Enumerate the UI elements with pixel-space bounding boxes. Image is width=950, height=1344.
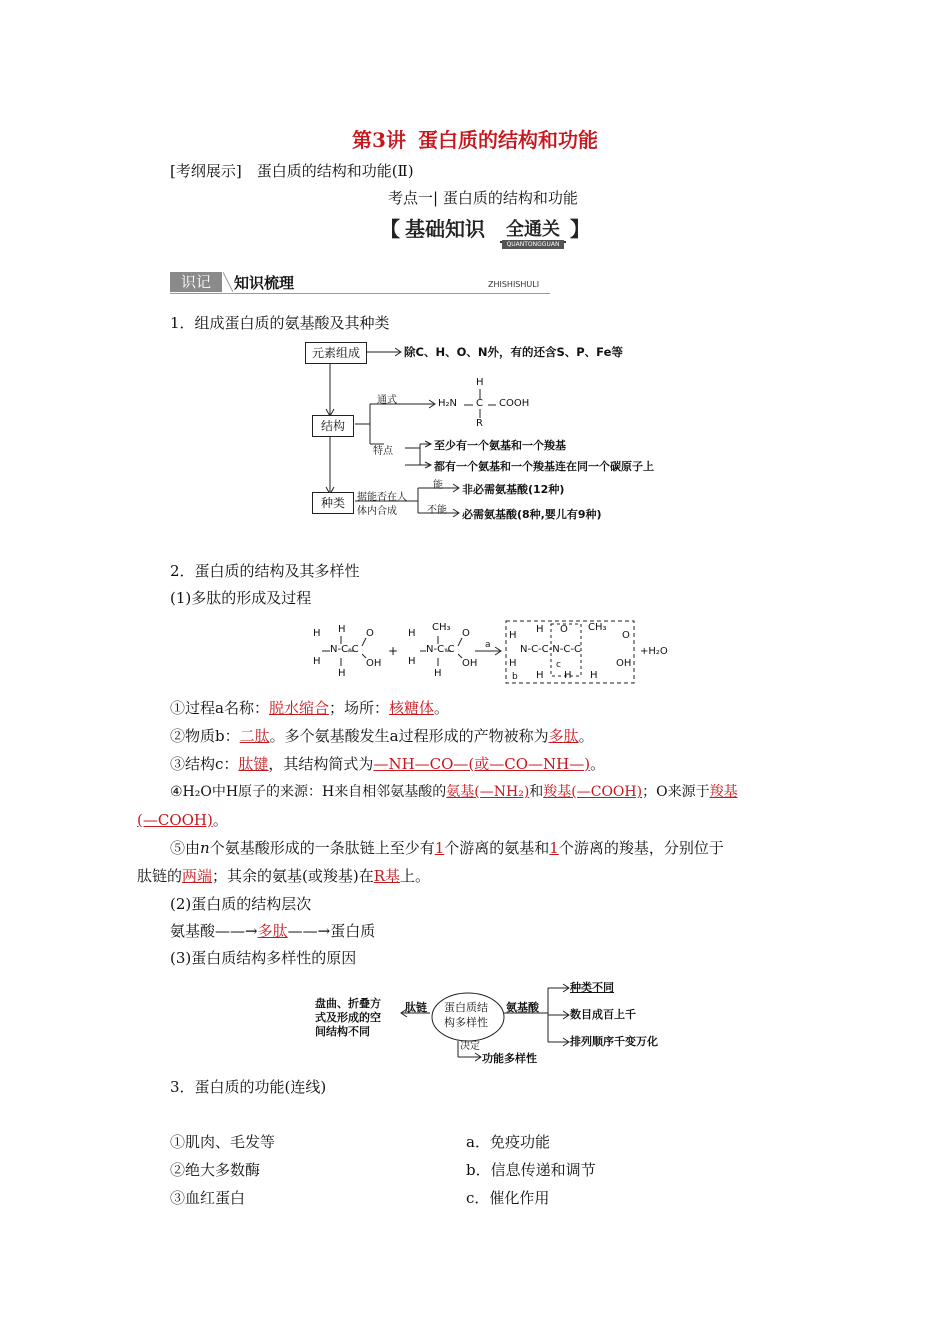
i5-answer4: R基: [373, 867, 401, 885]
item-4: [170, 781, 738, 801]
i3-mid: ，其结构简式为: [268, 755, 374, 773]
r2-oh: OH: [462, 658, 478, 669]
i5-b: 个游离的氨基和: [444, 839, 550, 857]
i2-pre: ②物质b：: [170, 727, 240, 745]
outline-line: [考纲展示] 蛋白质的结构和功能(Ⅱ): [170, 162, 414, 180]
i5-answer3: 两端: [182, 867, 213, 885]
div-function: 功能多样性: [482, 1052, 537, 1065]
level-protein: 蛋白质: [330, 922, 376, 940]
section-underline: [170, 293, 550, 294]
elements-box: 元素组成: [305, 342, 367, 364]
r2-o: O: [462, 628, 470, 639]
p-oh: OH: [616, 658, 632, 669]
r1-h4: H: [338, 668, 346, 679]
i3-end: 。: [590, 755, 606, 773]
level-polypeptide: 多肽: [257, 922, 288, 940]
i4-answer1: 氨基(—NH₂): [446, 784, 530, 800]
div-r3: 排列顺序千变万化: [570, 1035, 658, 1048]
item-3: [170, 753, 605, 774]
r2-h3: H: [434, 668, 442, 679]
i1-pre: ①过程a名称：: [170, 699, 269, 717]
p-chain: N-C-C-N-C-C: [520, 644, 581, 655]
i1-mid: ；场所：: [328, 699, 389, 717]
water: +H₂O: [640, 646, 668, 657]
r2-h1: H: [408, 628, 416, 639]
s3-left-3: ③血红蛋白: [170, 1189, 246, 1207]
i4-answer3b: (—COOH): [137, 811, 213, 829]
p-h2: H: [509, 658, 517, 669]
label-c: c: [556, 660, 561, 670]
p-ch3: CH₃: [588, 622, 607, 633]
banner-sub: QUANTONGGUAN: [502, 240, 564, 249]
i5-answer2: 1: [549, 839, 559, 857]
nonessential: 非必需氨基酸(12种): [462, 483, 565, 496]
r1-h3: H: [338, 624, 346, 635]
s3-right-3: c．催化作用: [466, 1189, 550, 1207]
i5-f: 上。: [400, 867, 431, 885]
diversity-diagram: [310, 975, 690, 1070]
i4-answer2: 羧基(—COOH): [543, 784, 643, 800]
general-label: 通式: [377, 395, 397, 406]
level-arrow-2: ——→: [287, 922, 331, 940]
s3-right-1: a．免疫功能: [466, 1133, 550, 1151]
i5-c: 个游离的羧基，分别位于: [558, 839, 724, 857]
section-bar: [170, 272, 550, 294]
i2-mid: 。多个氨基酸发生a过程形成的产物被称为: [269, 727, 549, 745]
p-h4: H: [536, 670, 544, 681]
i4-end: 。: [212, 811, 228, 829]
item-1: [170, 697, 449, 718]
levels-line: [170, 920, 375, 941]
i4-answer3: 羧基: [709, 784, 738, 800]
essential: 必需氨基酸(8种,婴儿有9种): [462, 508, 602, 521]
r1-h1: H: [313, 628, 321, 639]
item-5-cont: [137, 865, 430, 886]
div-center-1: 蛋白质结: [444, 1001, 488, 1014]
banner-bracket-open: 【: [380, 217, 400, 241]
plus-sign: +: [388, 644, 399, 658]
elements-text: 除C、H、O、N外，有的还含S、P、Fe等: [404, 345, 623, 359]
lecture-name: 蛋白质的结构和功能: [417, 128, 598, 152]
div-aa: 氨基酸: [506, 1001, 539, 1014]
formula-h-top: H: [476, 377, 484, 388]
i3-pre: ③结构c：: [170, 755, 239, 773]
types-box: 种类: [312, 492, 354, 514]
p-h1: H: [509, 630, 517, 641]
item-2: [170, 725, 594, 746]
s3-right-2: b．信息传递和调节: [466, 1161, 596, 1179]
arrow-label-a: a: [485, 640, 491, 650]
s2-sub2: (2)蛋白质的结构层次: [170, 895, 312, 913]
banner-main: 基础知识: [405, 217, 485, 241]
banner-highlight: 全通关: [500, 215, 566, 243]
formula-r: R: [476, 418, 483, 429]
s3-left-1: ①肌肉、毛发等: [170, 1133, 276, 1151]
div-r1-text: 种类不同: [570, 981, 614, 994]
level-amino-acid: 氨基酸: [170, 922, 216, 940]
p-o: O: [560, 624, 568, 635]
i1-end: 。: [434, 699, 450, 717]
s3-heading: 3．蛋白质的功能(连线): [170, 1078, 327, 1096]
div-r2: 数目成百上千: [570, 1008, 636, 1021]
s2-sub1: (1)多肽的形成及过程: [170, 589, 312, 607]
section-banner: [380, 213, 590, 247]
s1-heading: 1．组成蛋白质的氨基酸及其种类: [170, 314, 390, 332]
cannot-label: 不能: [427, 505, 447, 516]
i5-e: ；其余的氨基(或羧基)在: [212, 867, 374, 885]
p-h3: H: [536, 624, 544, 635]
i3-answer2: —NH—CO—(或—CO—NH—): [373, 755, 591, 773]
r2-ch3: CH₃: [432, 622, 451, 633]
r2-n: N-C-C: [426, 644, 455, 655]
section-label: 知识梳理: [234, 274, 295, 292]
basis-line1: 据能否在人: [357, 492, 407, 503]
amino-acid-diagram: [300, 338, 700, 528]
formula-right: COOH: [499, 398, 530, 409]
section-tag: 识记: [170, 272, 222, 292]
banner-bracket-close: 】: [570, 217, 590, 241]
page-title: [0, 124, 950, 153]
basis-line2: 体内合成: [357, 506, 397, 517]
i1-answer1: 脱水缩合: [268, 699, 329, 717]
i2-answer1: 二肽: [239, 727, 270, 745]
div-center-2: 构多样性: [444, 1016, 488, 1029]
r1-o: O: [366, 628, 374, 639]
r1-n: N-C-C: [330, 644, 359, 655]
label-b: b: [512, 672, 518, 682]
r2-h2: H: [408, 656, 416, 667]
div-left-3: 间结构不同: [315, 1025, 370, 1038]
i2-end: 。: [578, 727, 594, 745]
i5-n: n: [200, 839, 210, 857]
item-5: [170, 837, 724, 858]
s3-left-2: ②绝大多数酶: [170, 1161, 261, 1179]
i4-pre: ④H₂O中H原子的来源：H来自相邻氨基酸的: [170, 784, 447, 800]
i3-answer1: 肽键: [238, 755, 269, 773]
r1-h2: H: [313, 656, 321, 667]
div-peptide: 肽链: [405, 1001, 427, 1014]
formula-c: C: [476, 398, 483, 409]
i5-d: 肽链的: [137, 867, 183, 885]
div-r1: [570, 979, 614, 995]
item-4-cont: [137, 809, 228, 830]
div-left-2: 式及形成的空: [315, 1011, 381, 1024]
p-h6: H: [590, 670, 598, 681]
section-slash: [223, 272, 233, 292]
feature-label: 特点: [373, 446, 393, 457]
can-label: 能: [433, 480, 443, 491]
div-left-1: 盘曲、折叠方: [315, 997, 381, 1010]
i5-pre: ⑤由: [170, 839, 201, 857]
lecture-number: 第3讲: [352, 128, 406, 152]
i4-mid2: ；O来源于: [642, 784, 710, 800]
structure-box: 结构: [312, 415, 354, 437]
i5-answer1: 1: [434, 839, 445, 857]
feature-2: 都有一个氨基和一个羧基连在同一个碳原子上: [434, 460, 654, 473]
s2-heading: 2．蛋白质的结构及其多样性: [170, 562, 360, 580]
section-pinyin: ZHISHISHULI: [488, 280, 540, 289]
i2-answer2: 多肽: [548, 727, 579, 745]
reaction-diagram: [310, 616, 690, 688]
i1-answer2: 核糖体: [388, 699, 434, 717]
r1-oh: OH: [366, 658, 382, 669]
i5-a: 个氨基酸形成的一条肽链上至少有: [209, 839, 435, 857]
i4-mid: 和: [529, 784, 544, 800]
p-o2: O: [622, 630, 630, 641]
kaodian-heading: 考点一| 蛋白质的结构和功能: [388, 189, 578, 207]
p-h5: H: [564, 670, 572, 681]
feature-1: 至少有一个氨基和一个羧基: [434, 439, 566, 452]
reaction-lines: [310, 616, 690, 688]
formula-left: H₂N: [438, 398, 458, 409]
s2-sub3: (3)蛋白质结构多样性的原因: [170, 949, 357, 967]
level-arrow-1: ——→: [215, 922, 258, 940]
div-decide: 决定: [460, 1041, 480, 1052]
